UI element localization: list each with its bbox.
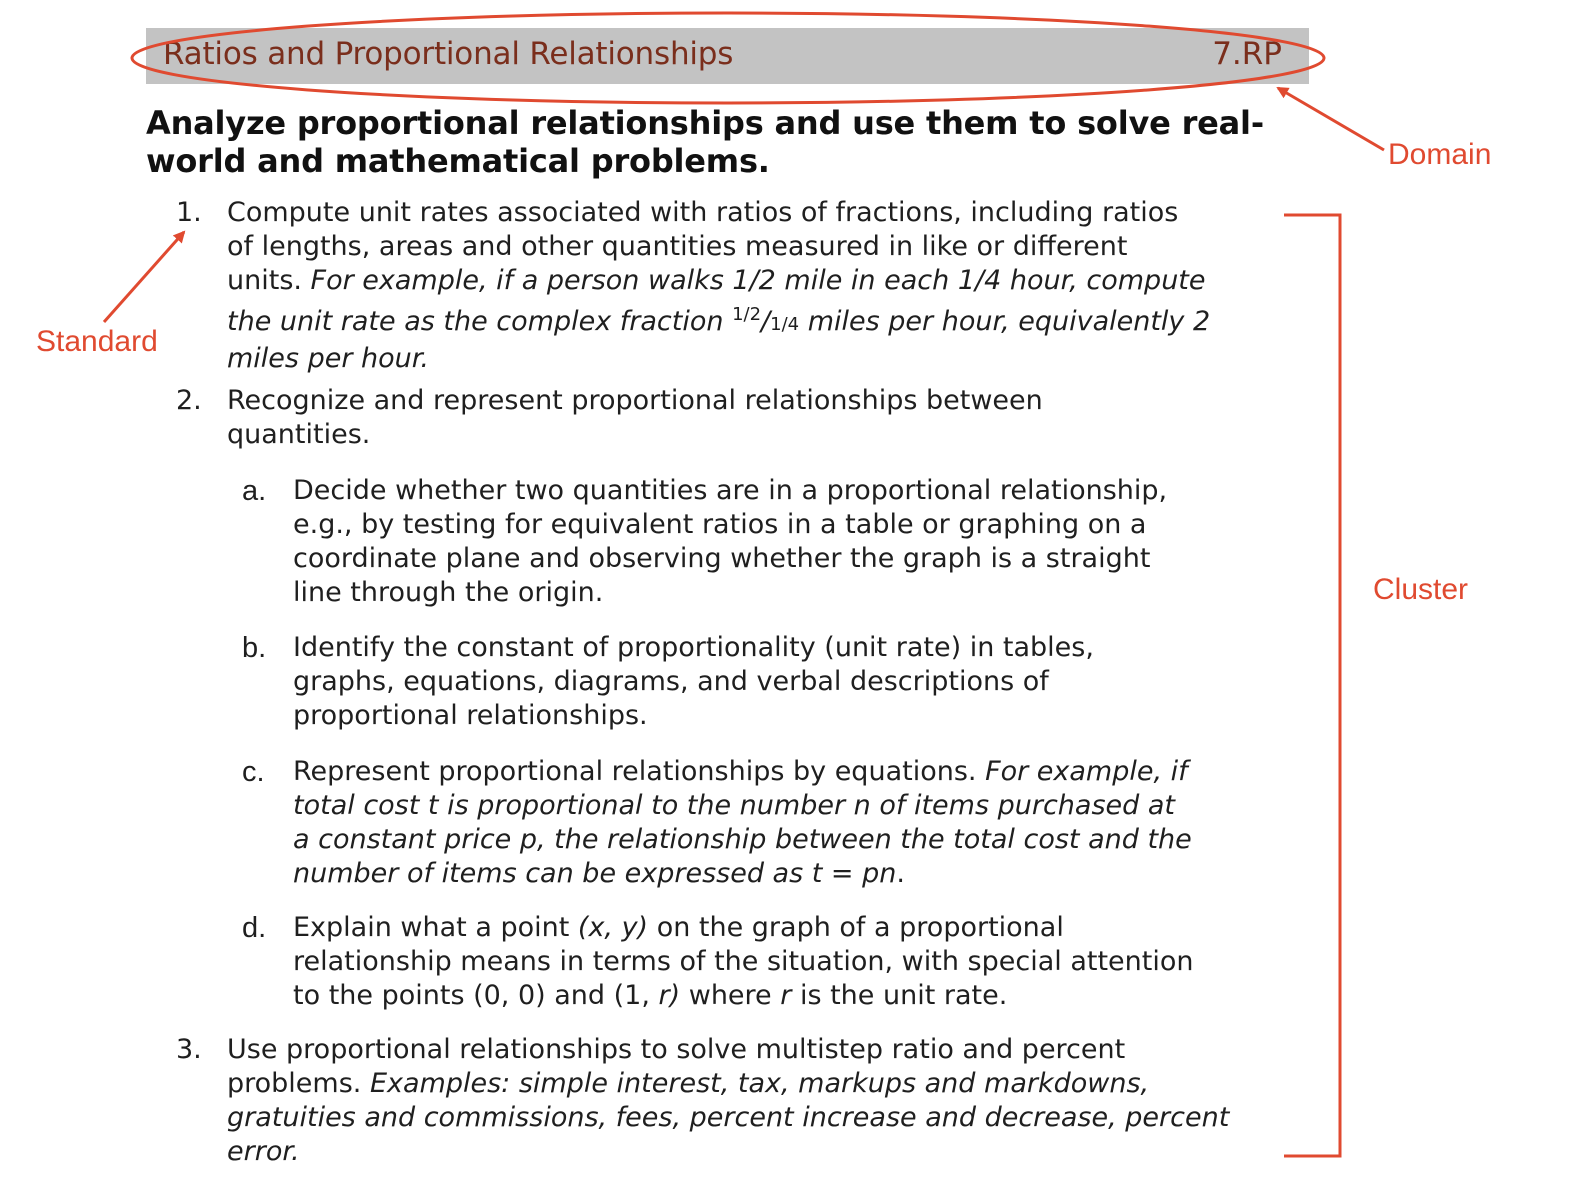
standard-text-line: of lengths, areas and other quantities measured in like or different [227,231,1128,262]
standard-text-line: the unit rate as the complex fraction $^{1/2}$/1/4 miles per hour, equivalently 2 [227,304,1211,337]
substandard-text-line: relationship means in terms of the situation, with special attention [293,946,1194,977]
cluster-annotation-label: Cluster [1373,573,1469,606]
substandard-text-line: coordinate plane and observing whether the graph is a straight [293,543,1151,574]
substandard-letter: d. [242,912,267,944]
substandard-text-line: total cost t is proportional to the number n of items purchased at [293,790,1175,821]
standard-number: 3. [176,1034,202,1065]
substandard-text-line: Represent proportional relationships by equations. For example, if [293,756,1188,787]
substandard-text-line: a constant price p, the relationship between the total cost and the [293,824,1192,855]
substandard-letter: b. [242,632,267,664]
domain-title: Ratios and Proportional Relationships [163,36,734,72]
substandard-text-line: number of items can be expressed as t = pn. [293,858,905,889]
standard-text-line: Recognize and represent proportional relationships between [227,385,1043,416]
domain-highlight-ellipse [132,13,1324,103]
cluster-heading: Analyze proportional relationships and use them to solve real-world and mathematical problems. [146,104,1264,180]
substandard-text-line: e.g., by testing for equivalent ratios in a table or graphing on a [293,509,1147,540]
fraction-denominator: 1/4 [770,314,800,335]
substandard-text-line: Explain what a point (x, y) on the graph of a proportional [293,912,1064,943]
substandard-text-line: proportional relationships. [293,700,648,731]
substandard-text-line: Identify the constant of proportionality (unit rate) in tables, [293,632,1094,663]
fraction-numerator: 1/2 [732,304,762,325]
domain-arrow [1278,88,1384,150]
standard-number: 2. [176,385,202,416]
standard-text-line: Compute unit rates associated with ratios of fractions, including ratios [227,197,1179,228]
standard-text-line: problems. Examples: simple interest, tax, markups and markdowns, [227,1068,1150,1099]
standard-arrow [104,232,184,322]
standard-text-line: quantities. [227,419,371,450]
substandard-letter: c. [242,756,265,788]
domain-annotation-label: Domain [1388,138,1492,171]
substandard-text-line: line through the origin. [293,577,604,608]
standard-annotation-label: Standard [36,325,158,358]
standard-text-line: Use proportional relationships to solve multistep ratio and percent [227,1034,1126,1065]
domain-code: 7.RP [1212,36,1282,72]
cluster-bracket [1284,215,1340,1156]
standard-text-line: gratuities and commissions, fees, percent increase and decrease, percent [227,1102,1230,1133]
substandard-text-line: Decide whether two quantities are in a proportional relationship, [293,475,1168,506]
substandard-text-line: to the points (0, 0) and (1, r) where r is the unit rate. [293,980,1008,1011]
standard-text-line: units. For example, if a person walks 1/2 mile in each 1/4 hour, compute [227,265,1206,296]
substandard-letter: a. [242,475,267,507]
standard-number: 1. [176,197,202,228]
substandard-text-line: graphs, equations, diagrams, and verbal descriptions of [293,666,1049,697]
standard-text-line: error. [227,1136,300,1167]
standard-text-line: miles per hour. [227,343,429,374]
